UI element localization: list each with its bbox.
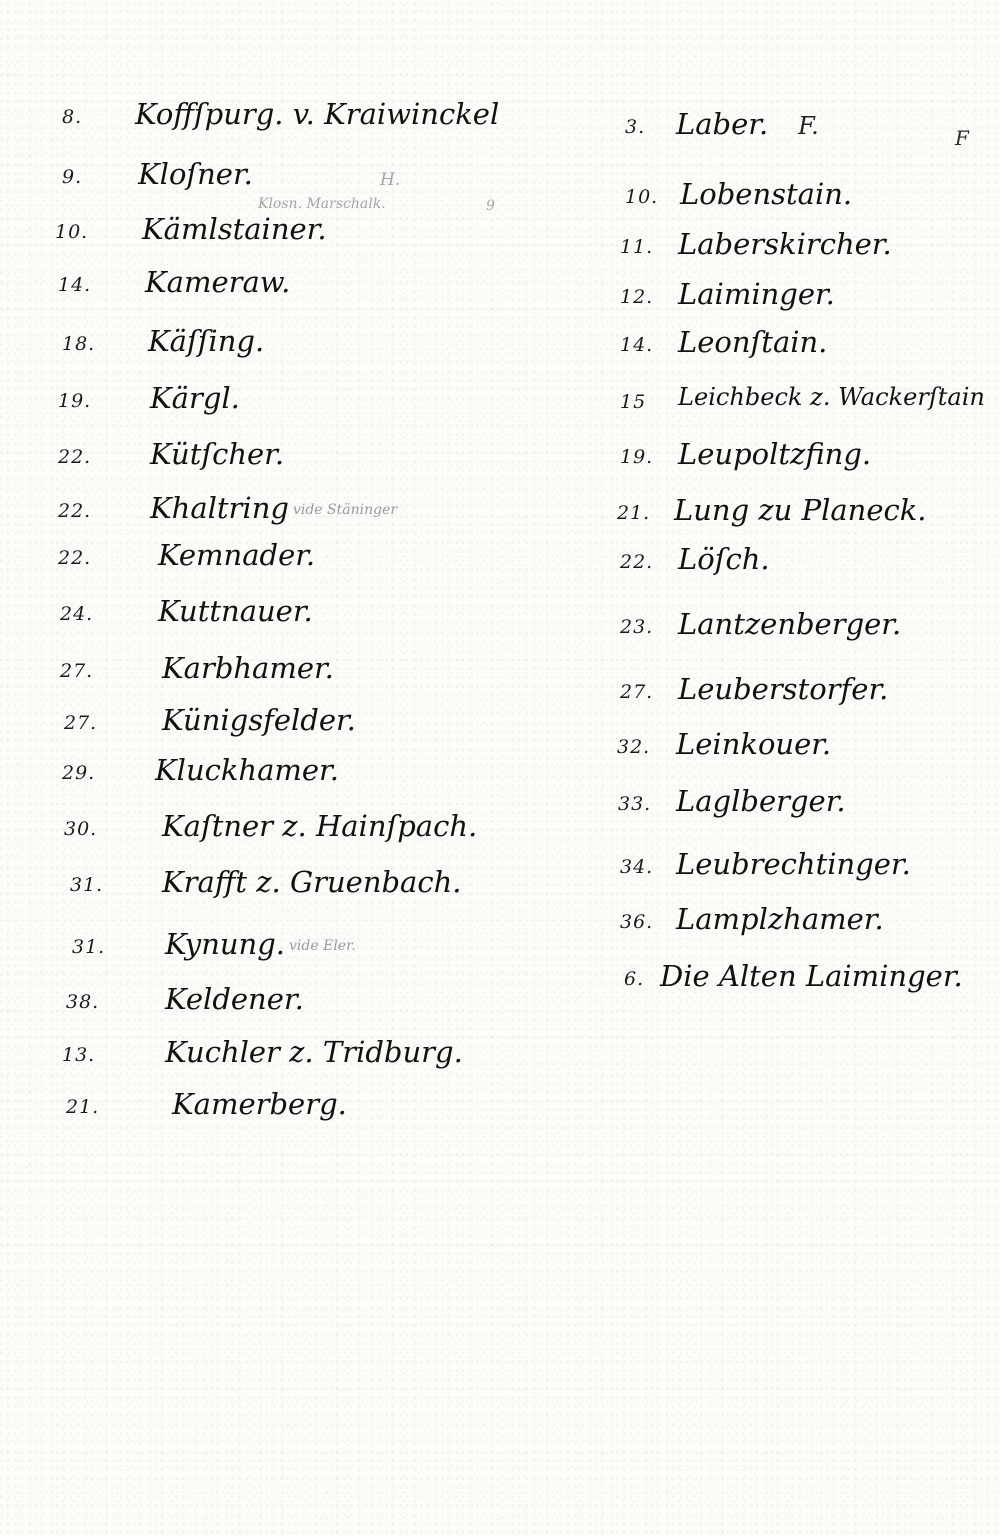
entry-name	[674, 493, 927, 527]
entry-name-text: Laber.	[676, 107, 769, 141]
entry-number: 29.	[62, 762, 96, 784]
entry-number: 22.	[58, 446, 92, 468]
entry-number: 15	[620, 391, 647, 413]
annotation-letter-h: H.	[380, 170, 401, 190]
entry-note: vide Eler.	[289, 938, 356, 954]
entry-name-text: Leonſtain.	[678, 325, 828, 359]
entry-name-text: Kuttnauer.	[158, 594, 313, 628]
entry-name-text: Laiminger.	[678, 277, 835, 311]
entry-name-text: Kynung.	[165, 927, 286, 961]
entry-name-text: Lantzenberger.	[678, 607, 902, 641]
annotation-klosner-note: Klosn. Marschalk.	[258, 196, 386, 212]
entry-name-text: Künigsfelder.	[162, 703, 356, 737]
entry-name-text: Koffſpurg. v. Kraiwinckel	[135, 97, 500, 131]
entry-name-text: Laberskircher.	[678, 227, 892, 261]
entry-number: 30.	[64, 818, 98, 840]
entry-number: 21.	[66, 1096, 100, 1118]
entry-name	[660, 959, 963, 993]
entry-number: 18.	[62, 333, 96, 355]
entry-name-text: Krafft z. Gruenbach.	[162, 865, 462, 899]
entry-name	[138, 157, 253, 191]
entry-name-text: Lung zu Planeck.	[674, 493, 927, 527]
entry-number: 19.	[620, 446, 654, 468]
entry-name	[676, 107, 819, 141]
entry-number: 10.	[55, 221, 89, 243]
entry-number: 14.	[620, 334, 654, 356]
entry-name	[155, 753, 339, 787]
entry-note: vide Stäninger	[292, 502, 398, 518]
entry-name-text: Lobenstain.	[680, 177, 853, 211]
entry-name	[172, 1087, 347, 1121]
entry-name	[165, 1035, 463, 1069]
entry-number: 33.	[618, 793, 652, 815]
entry-number: 38.	[66, 991, 100, 1013]
entry-name	[150, 491, 398, 525]
entry-name-text: Kloſner.	[138, 157, 253, 191]
entry-number: 27.	[64, 712, 98, 734]
entry-name	[678, 437, 872, 471]
entry-name-text: Keldener.	[165, 982, 304, 1016]
entry-name	[142, 212, 327, 246]
entry-name-text: Kütſcher.	[150, 437, 285, 471]
entry-name-text: Käſſing.	[148, 324, 265, 358]
entry-name	[678, 385, 985, 409]
entry-name-text: Karbhamer.	[162, 651, 334, 685]
entry-number: 32.	[617, 736, 651, 758]
entry-name	[162, 865, 462, 899]
entry-name	[678, 227, 892, 261]
entry-number: 22.	[620, 551, 654, 573]
entry-name-text: Leupoltzfing.	[678, 437, 872, 471]
entry-number: 27.	[620, 681, 654, 703]
entry-name-text: Kämlstainer.	[142, 212, 327, 246]
entry-name	[162, 651, 334, 685]
entry-number: 21.	[617, 502, 651, 524]
entry-name-text: Khaltring	[150, 491, 289, 525]
entry-number: 3.	[625, 116, 646, 138]
entry-name	[680, 177, 853, 211]
entry-name-text: Laglberger.	[676, 784, 846, 818]
entry-number: 22.	[58, 547, 92, 569]
entry-name	[678, 277, 835, 311]
entry-name-text: Kärgl.	[150, 381, 240, 415]
entry-number: 9.	[62, 166, 83, 188]
entry-name	[162, 809, 478, 843]
entry-name	[135, 97, 500, 131]
entry-name	[150, 437, 285, 471]
entry-name	[158, 538, 316, 572]
entry-name-text: Leuberstorfer.	[678, 672, 889, 706]
entry-name-text: Kaſtner z. Hainſpach.	[162, 809, 478, 843]
entry-name	[676, 847, 911, 881]
entry-name	[148, 324, 265, 358]
entry-name	[150, 381, 240, 415]
entry-number: 23.	[620, 616, 654, 638]
entry-name-text: Lamplzhamer.	[676, 902, 884, 936]
entry-name	[145, 265, 291, 299]
entry-name-text: Leichbeck z. Wackerſtain	[678, 383, 985, 411]
entry-name	[165, 927, 356, 961]
entry-name	[158, 594, 313, 628]
entry-number: 19.	[58, 390, 92, 412]
entry-number: 11.	[620, 236, 654, 258]
entry-number: 31.	[70, 874, 104, 896]
entry-name-text: Kamerberg.	[172, 1087, 347, 1121]
entry-name	[676, 902, 884, 936]
entry-name-text: Die Alten Laiminger.	[660, 959, 963, 993]
entry-name	[165, 982, 304, 1016]
entry-number: 6.	[624, 968, 645, 990]
entry-name-text: Kuchler z. Tridburg.	[165, 1035, 463, 1069]
annotation-klosner-note-number: 9	[486, 198, 495, 214]
entry-number: 8.	[62, 106, 83, 128]
entry-name	[678, 672, 889, 706]
entry-number: 14.	[58, 274, 92, 296]
entry-name-text: Kameraw.	[145, 265, 291, 299]
entry-number: 31.	[72, 936, 106, 958]
entry-name	[162, 703, 356, 737]
entry-name-text: Kluckhamer.	[155, 753, 339, 787]
entry-name	[678, 607, 902, 641]
entry-number: 27.	[60, 660, 94, 682]
entry-number: 10.	[625, 186, 659, 208]
entry-name	[676, 784, 846, 818]
entry-name-text: Kemnader.	[158, 538, 316, 572]
entry-number: 22.	[58, 500, 92, 522]
entry-name	[678, 325, 828, 359]
margin-marker-f: F	[955, 126, 969, 150]
entry-number: 12.	[620, 286, 654, 308]
entry-number: 24.	[60, 603, 94, 625]
entry-number: 34.	[620, 856, 654, 878]
entry-name	[678, 542, 770, 576]
entry-number: 13.	[62, 1044, 96, 1066]
entry-number: 36.	[620, 911, 654, 933]
entry-name-text: Leinkouer.	[676, 727, 832, 761]
entry-name-text: Löſch.	[678, 542, 770, 576]
entry-name	[676, 727, 832, 761]
entry-name-text: Leubrechtinger.	[676, 847, 911, 881]
entry-note: F.	[798, 112, 819, 140]
